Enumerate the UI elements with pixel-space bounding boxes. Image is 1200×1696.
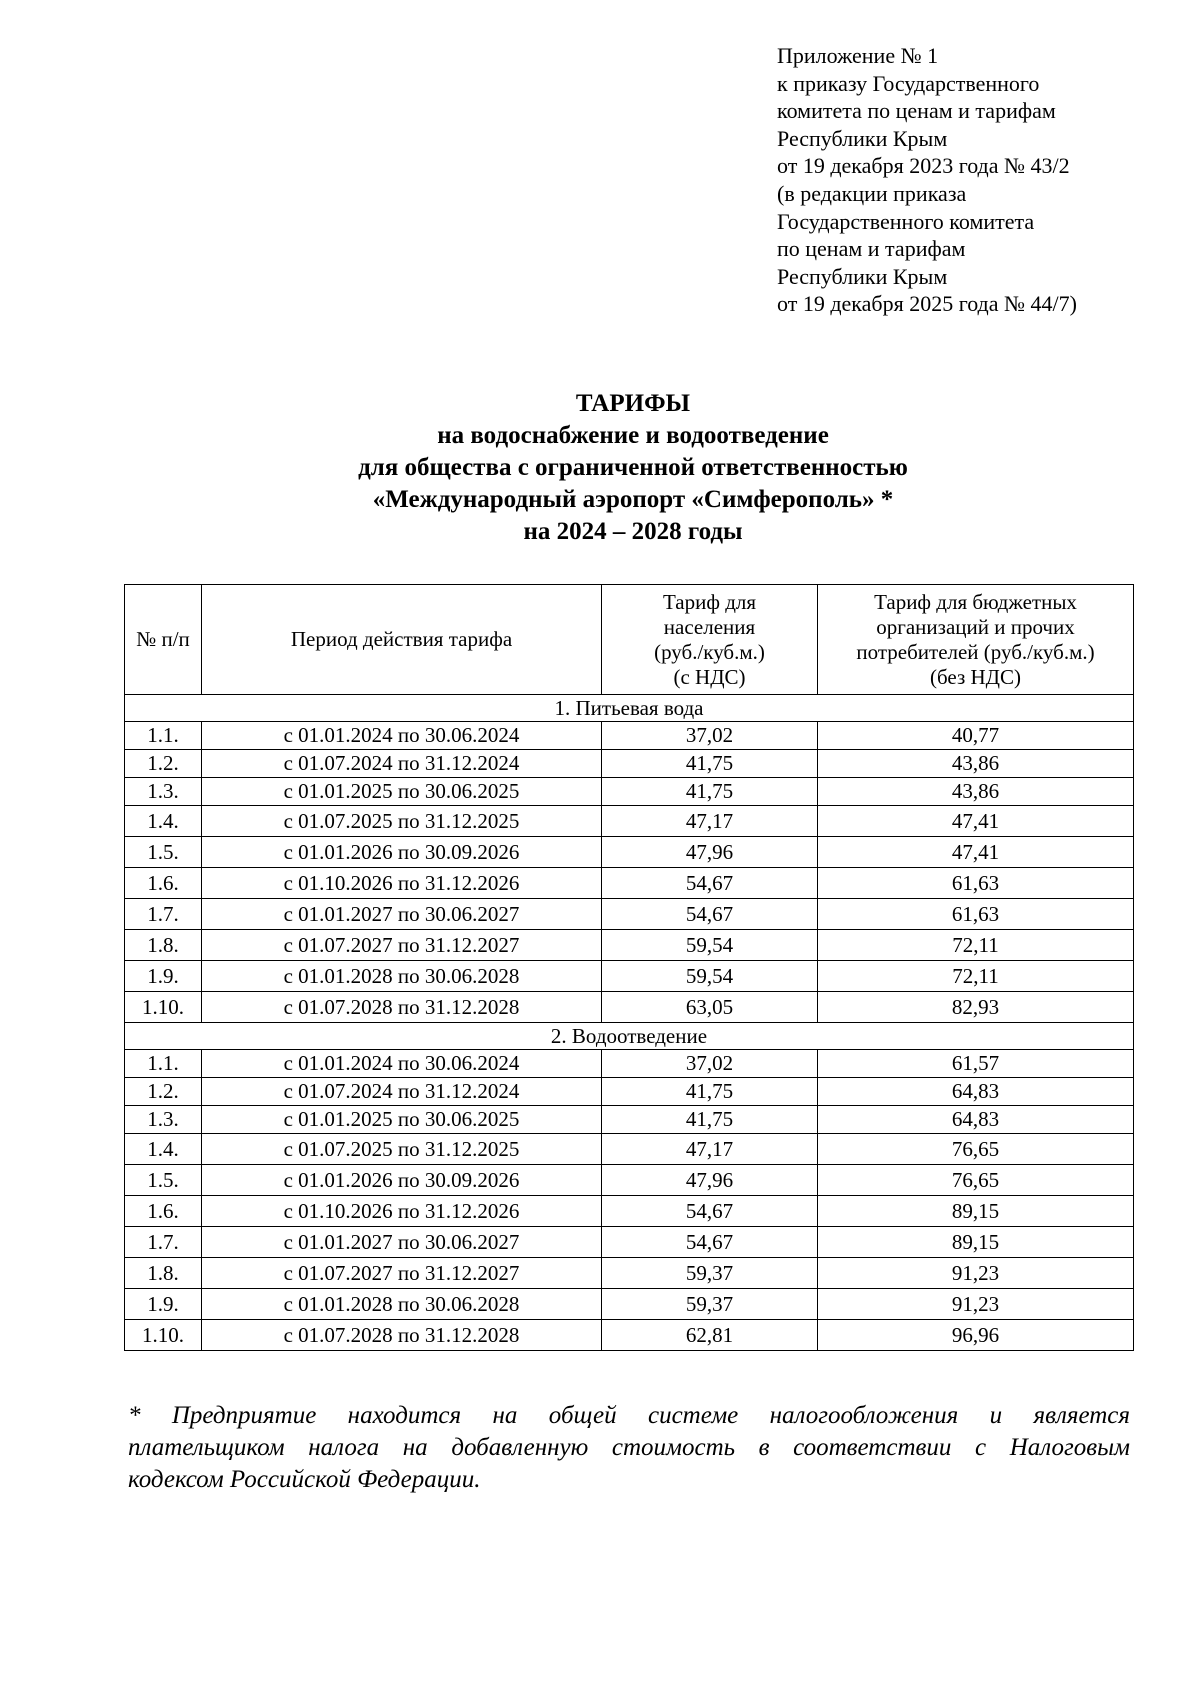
appendix-line: от 19 декабря 2025 года № 44/7)	[777, 291, 1077, 317]
row-budget-tariff: 96,96	[818, 1320, 1134, 1351]
row-budget-tariff: 72,11	[818, 961, 1134, 992]
row-population-tariff: 41,75	[602, 1078, 818, 1106]
appendix-reference	[777, 42, 1177, 318]
row-number: 1.9.	[125, 1289, 202, 1320]
table-row	[125, 722, 1134, 750]
row-population-tariff: 59,54	[602, 961, 818, 992]
table-header-row	[125, 585, 1134, 695]
table-row	[125, 1289, 1134, 1320]
appendix-line: по ценам и тарифам	[777, 236, 966, 262]
appendix-line: Республики Крым	[777, 125, 948, 151]
table-row	[125, 837, 1134, 868]
row-budget-tariff: 82,93	[818, 992, 1134, 1023]
row-period: с 01.01.2024 по 30.06.2024	[202, 722, 602, 750]
table-row	[125, 930, 1134, 961]
footnote-line: * Предприятие находится на общей системе налогообложения и является	[128, 1402, 1130, 1429]
row-population-tariff: 47,96	[602, 837, 818, 868]
title-line: ТАРИФЫ	[575, 390, 691, 417]
row-population-tariff: 47,96	[602, 1165, 818, 1196]
row-budget-tariff: 91,23	[818, 1289, 1134, 1320]
row-number: 1.2.	[125, 750, 202, 778]
row-population-tariff: 54,67	[602, 1227, 818, 1258]
row-population-tariff: 41,75	[602, 778, 818, 806]
row-period: с 01.01.2024 по 30.06.2024	[202, 1050, 602, 1078]
footnote-line: плательщиком налога на добавленную стоимость в соответствии с Налоговым	[128, 1434, 1130, 1461]
row-period: с 01.07.2028 по 31.12.2028	[202, 992, 602, 1023]
row-period: с 01.10.2026 по 31.12.2026	[202, 1196, 602, 1227]
row-budget-tariff: 64,83	[818, 1078, 1134, 1106]
title-line: «Международный аэропорт «Симферополь» *	[372, 486, 894, 513]
row-number: 1.5.	[125, 837, 202, 868]
section-title: 2. Водоотведение	[125, 1023, 1134, 1050]
row-budget-tariff: 64,83	[818, 1106, 1134, 1134]
row-number: 1.2.	[125, 1078, 202, 1106]
row-number: 1.1.	[125, 1050, 202, 1078]
row-budget-tariff: 61,63	[818, 868, 1134, 899]
row-population-tariff: 41,75	[602, 1106, 818, 1134]
row-number: 1.4.	[125, 1134, 202, 1165]
row-population-tariff: 63,05	[602, 992, 818, 1023]
row-budget-tariff: 47,41	[818, 837, 1134, 868]
row-period: с 01.10.2026 по 31.12.2026	[202, 868, 602, 899]
appendix-line: комитета по ценам и тарифам	[777, 98, 1056, 124]
row-period: с 01.01.2027 по 30.06.2027	[202, 1227, 602, 1258]
row-population-tariff: 62,81	[602, 1320, 818, 1351]
row-number: 1.7.	[125, 1227, 202, 1258]
row-budget-tariff: 72,11	[818, 930, 1134, 961]
table-row	[125, 1106, 1134, 1134]
row-period: с 01.01.2028 по 30.06.2028	[202, 1289, 602, 1320]
row-budget-tariff: 40,77	[818, 722, 1134, 750]
footnote-line: кодексом Российской Федерации.	[128, 1466, 481, 1493]
row-number: 1.3.	[125, 778, 202, 806]
row-period: с 01.01.2025 по 30.06.2025	[202, 778, 602, 806]
row-budget-tariff: 76,65	[818, 1165, 1134, 1196]
row-population-tariff: 41,75	[602, 750, 818, 778]
row-period: с 01.01.2026 по 30.09.2026	[202, 837, 602, 868]
row-period: с 01.07.2027 по 31.12.2027	[202, 930, 602, 961]
row-period: с 01.07.2024 по 31.12.2024	[202, 1078, 602, 1106]
row-period: с 01.01.2026 по 30.09.2026	[202, 1165, 602, 1196]
row-population-tariff: 47,17	[602, 1134, 818, 1165]
row-budget-tariff: 76,65	[818, 1134, 1134, 1165]
appendix-line: Республики Крым	[777, 263, 948, 289]
row-population-tariff: 54,67	[602, 1196, 818, 1227]
row-number: 1.10.	[125, 1320, 202, 1351]
row-number: 1.9.	[125, 961, 202, 992]
appendix-line: (в редакции приказа	[777, 180, 967, 206]
section-row	[125, 1023, 1134, 1050]
row-number: 1.10.	[125, 992, 202, 1023]
row-population-tariff: 54,67	[602, 899, 818, 930]
row-population-tariff: 37,02	[602, 1050, 818, 1078]
row-period: с 01.07.2027 по 31.12.2027	[202, 1258, 602, 1289]
row-number: 1.4.	[125, 806, 202, 837]
table-row	[125, 1258, 1134, 1289]
row-period: с 01.07.2024 по 31.12.2024	[202, 750, 602, 778]
table-row	[125, 868, 1134, 899]
row-period: с 01.07.2025 по 31.12.2025	[202, 1134, 602, 1165]
appendix-line: к приказу Государственного	[777, 70, 1040, 96]
appendix-line: Приложение № 1	[777, 43, 939, 68]
table-row	[125, 1050, 1134, 1078]
row-population-tariff: 37,02	[602, 722, 818, 750]
row-period: с 01.01.2027 по 30.06.2027	[202, 899, 602, 930]
row-population-tariff: 54,67	[602, 868, 818, 899]
appendix-line: Государственного комитета	[777, 208, 1035, 234]
row-number: 1.6.	[125, 868, 202, 899]
title-line: на 2024 – 2028 годы	[523, 518, 743, 545]
table-row	[125, 1078, 1134, 1106]
table-row	[125, 961, 1134, 992]
row-population-tariff: 47,17	[602, 806, 818, 837]
table-row	[125, 1196, 1134, 1227]
row-budget-tariff: 61,63	[818, 899, 1134, 930]
row-population-tariff: 59,54	[602, 930, 818, 961]
table-row	[125, 1134, 1134, 1165]
row-number: 1.6.	[125, 1196, 202, 1227]
row-period: с 01.07.2028 по 31.12.2028	[202, 1320, 602, 1351]
header-budget-tariff: Тариф для бюджетных организаций и прочих потребителей (руб./куб.м.) (без НДС)	[818, 585, 1134, 695]
row-budget-tariff: 43,86	[818, 750, 1134, 778]
row-number: 1.8.	[125, 1258, 202, 1289]
table-row	[125, 899, 1134, 930]
document-title	[0, 388, 1200, 548]
table-row	[125, 750, 1134, 778]
title-line: для общества с ограниченной ответственностью	[358, 454, 908, 481]
table-row	[125, 806, 1134, 837]
row-budget-tariff: 43,86	[818, 778, 1134, 806]
footnote	[128, 1400, 1130, 1496]
header-period: Период действия тарифа	[202, 585, 602, 695]
table-row	[125, 1320, 1134, 1351]
row-number: 1.7.	[125, 899, 202, 930]
row-period: с 01.01.2025 по 30.06.2025	[202, 1106, 602, 1134]
table-row	[125, 992, 1134, 1023]
row-budget-tariff: 89,15	[818, 1227, 1134, 1258]
row-budget-tariff: 89,15	[818, 1196, 1134, 1227]
row-budget-tariff: 61,57	[818, 1050, 1134, 1078]
table-row	[125, 1165, 1134, 1196]
section-row	[125, 695, 1134, 722]
row-population-tariff: 59,37	[602, 1289, 818, 1320]
row-budget-tariff: 47,41	[818, 806, 1134, 837]
row-number: 1.3.	[125, 1106, 202, 1134]
appendix-line: от 19 декабря 2023 года № 43/2	[777, 153, 1070, 179]
tariff-table	[124, 584, 1134, 1351]
section-title: 1. Питьевая вода	[125, 695, 1134, 722]
header-num: № п/п	[125, 585, 202, 695]
row-number: 1.8.	[125, 930, 202, 961]
row-period: с 01.07.2025 по 31.12.2025	[202, 806, 602, 837]
row-number: 1.1.	[125, 722, 202, 750]
table-row	[125, 1227, 1134, 1258]
title-line: на водоснабжение и водоотведение	[437, 422, 829, 449]
row-population-tariff: 59,37	[602, 1258, 818, 1289]
row-number: 1.5.	[125, 1165, 202, 1196]
row-period: с 01.01.2028 по 30.06.2028	[202, 961, 602, 992]
row-budget-tariff: 91,23	[818, 1258, 1134, 1289]
header-population-tariff: Тариф для населения (руб./куб.м.) (с НДС)	[602, 585, 818, 695]
table-row	[125, 778, 1134, 806]
